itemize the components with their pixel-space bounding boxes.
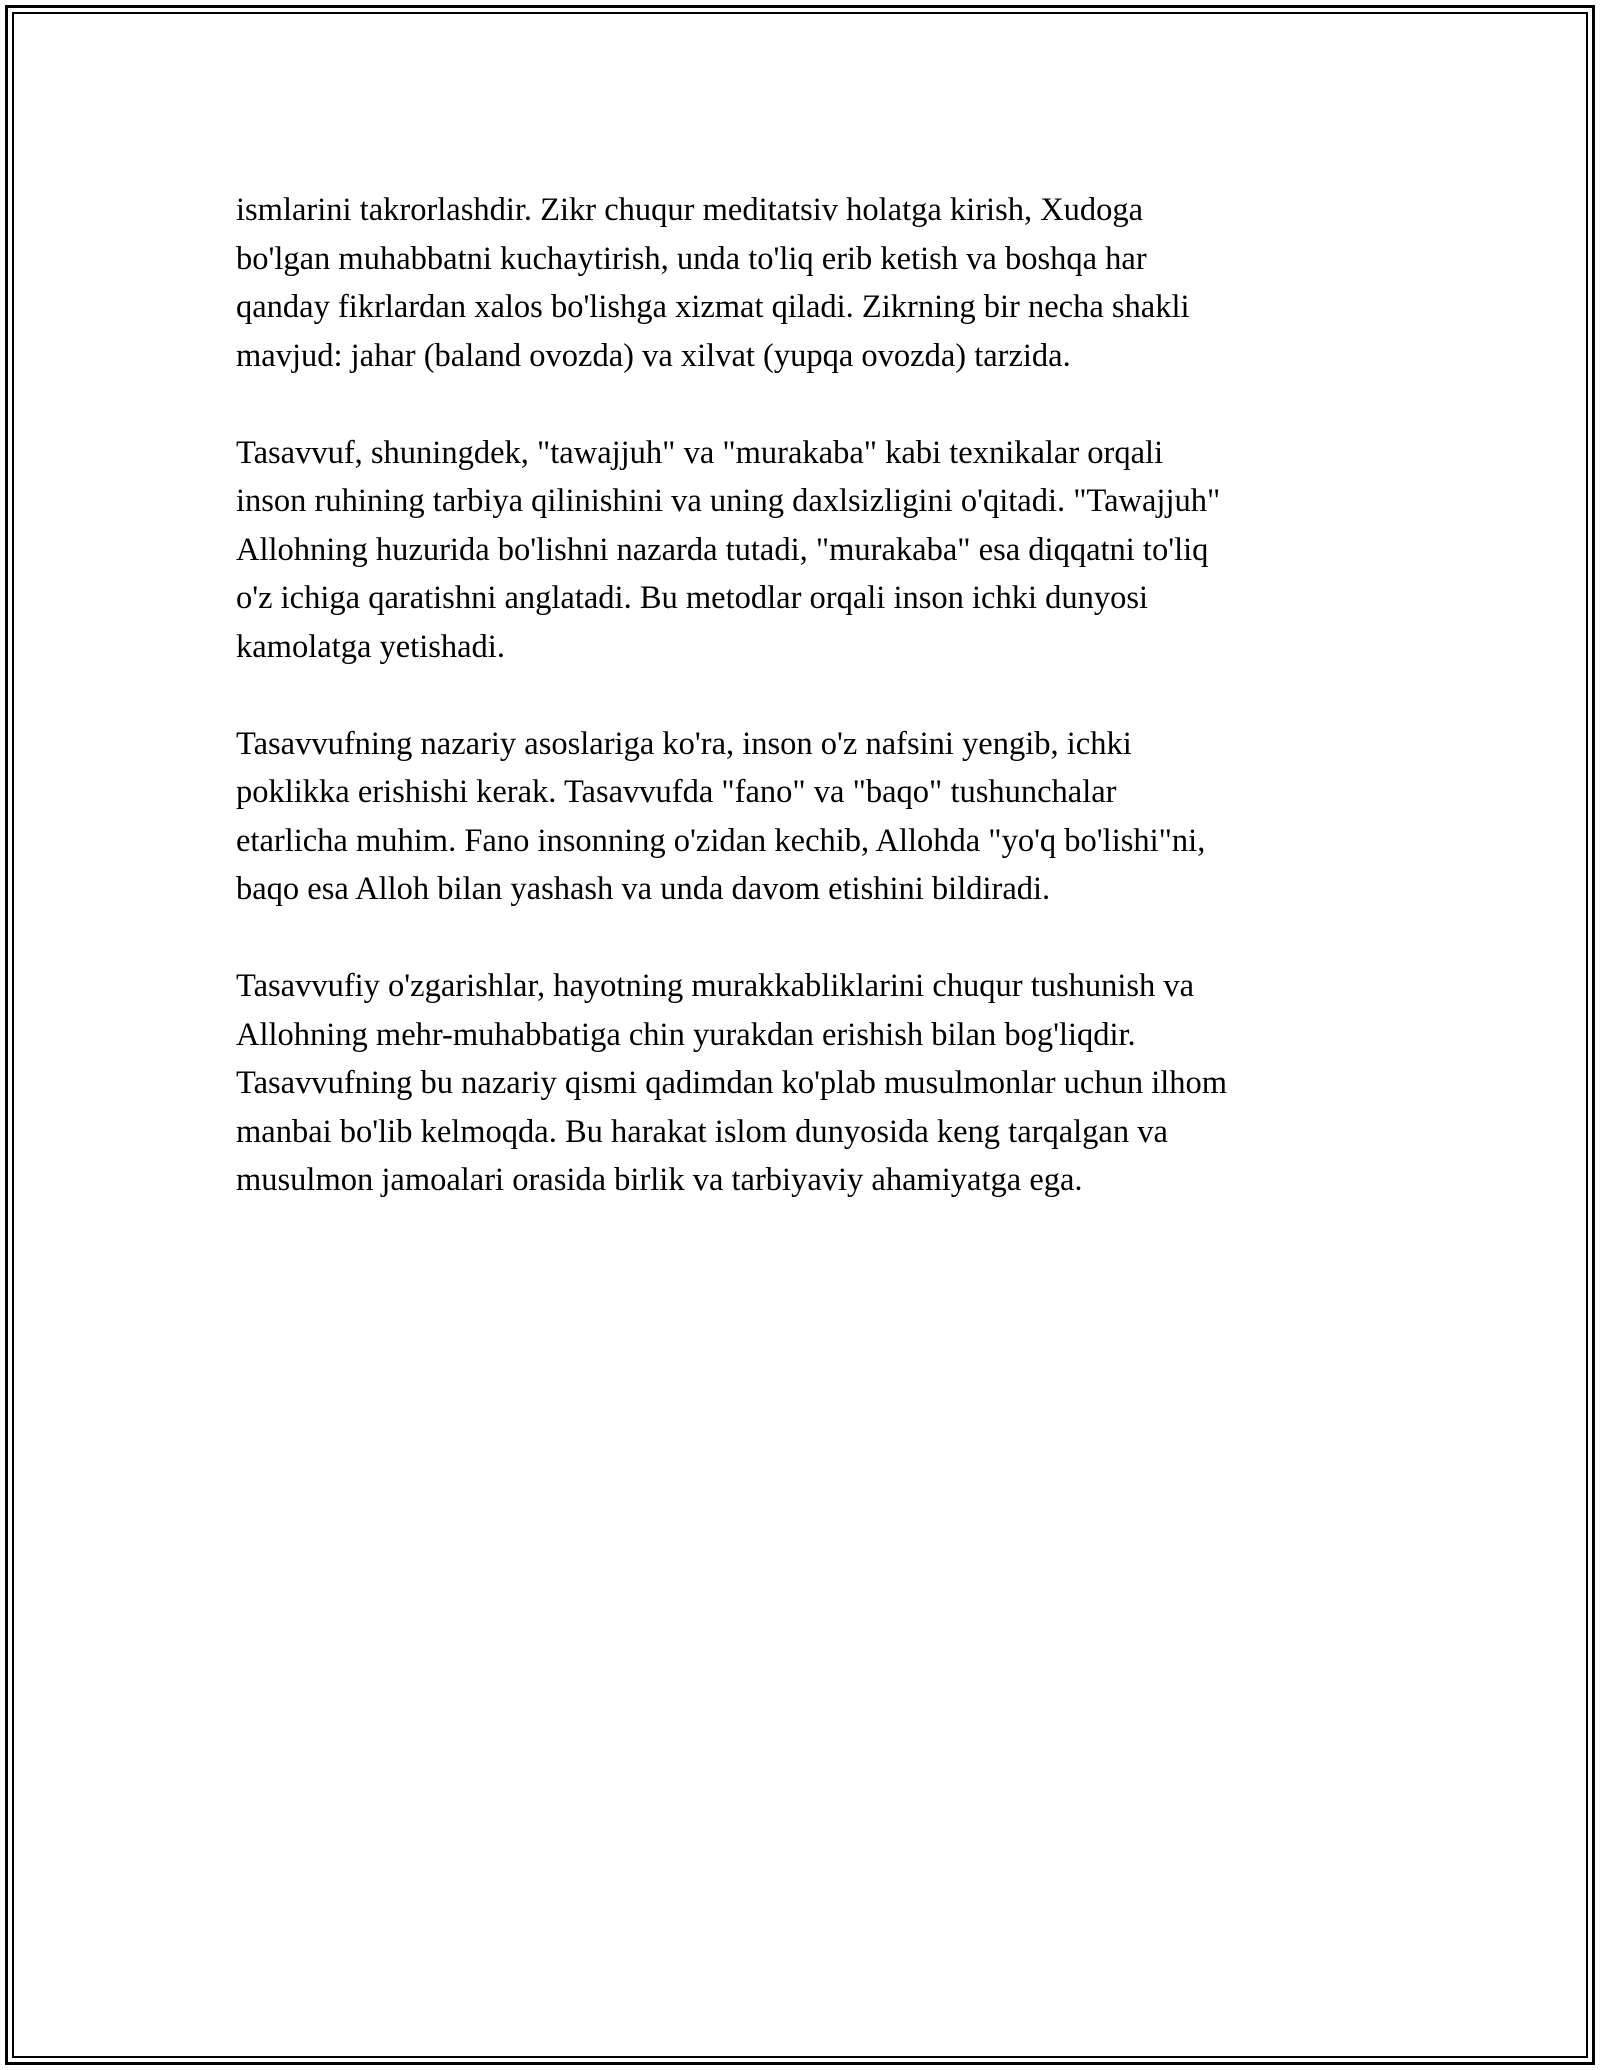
paragraph-tawajjuh-murakaba: Tasavvuf, shuningdek, "tawajjuh" va "murakaba" kabi texnikalar orqali inson ruhining tarbiya qilinishini va uning daxlsizligini o'qitadi. "Tawajjuh" Allohning huzurida bo'lishni nazarda tutadi, "murakaba" esa diqqatni to'liq o'z ichiga qaratishni anglatadi. Bu metodlar orqali inson ichki dunyosi kamolatga yetishadi. [236, 434, 1221, 665]
paragraph-zikr: ismlarini takrorlashdir. Zikr chuqur meditatsiv holatga kirish, Xudoga bo'lgan muhabbatni kuchaytirish, unda to'liq erib ketish va boshqa har qanday fikrlardan xalos bo'lishga xizmat qiladi. Zikrning bir necha shakli mavjud: jahar (baland ovozda) va xilvat (yupqa ovozda) tarzida. [236, 192, 1190, 374]
document-body [236, 186, 1366, 1253]
paragraph-fano-baqo: Tasavvufning nazariy asoslariga ko'ra, inson o'z nafsini yengib, ichki poklikka erishishi kerak. Tasavvufda "fano" va "baqo" tushunchalar etarlicha muhim. Fano insonning o'zidan kechib, Allohda "yo'q bo'lishi"ni, baqo esa Alloh bilan yashash va unda davom etishini bildiradi. [236, 725, 1206, 907]
paragraph-tasavvufiy-ozgarishlar: Tasavvufiy o'zgarishlar, hayotning murakkabliklarini chuqur tushunish va Allohning mehr-muhabbatiga chin yurakdan erishish bilan bog'liqdir. Tasavvufning bu nazariy qismi qadimdan ko'plab musulmonlar uchun ilhom manbai bo'lib kelmoqda. Bu harakat islom dunyosida keng tarqalgan va musulmon jamoalari orasida birlik va tarbiyaviy ahamiyatga ega. [236, 968, 1228, 1198]
